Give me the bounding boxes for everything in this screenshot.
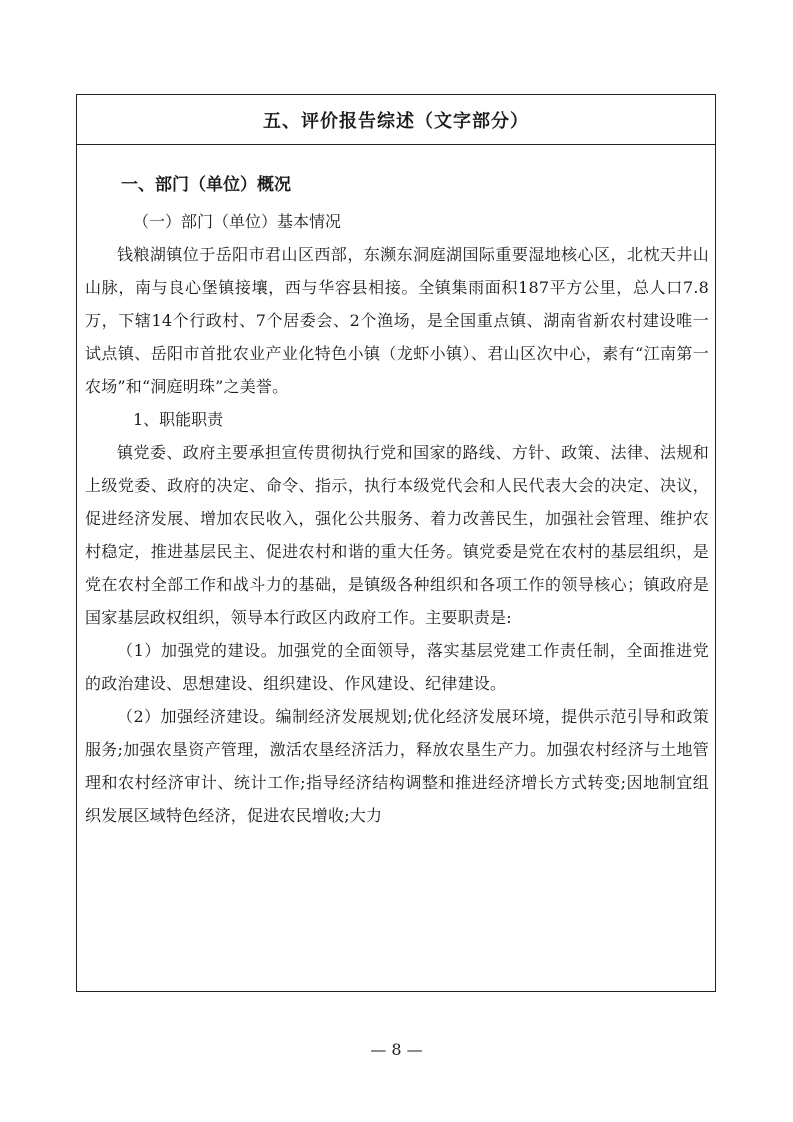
heading-department-overview: 一、部门（单位）概况: [121, 175, 291, 195]
paragraph-duties: 镇党委、政府主要承担宣传贯彻执行党和国家的路线、方针、政策、法律、法规和上级党委、政府的决定、命令、指示，执行本级党代会和人民代表大会的决定、决议，促进经济发展、增加农民收入，强化公共服务、着力改善民生，加强社会管理、维护农村稳定，推进基层民主、促进农村和谐的重大任务。镇党委是党在农村的基层组织，是党在农村全部工作和战斗力的基础，是镇级各种组织和各项工作的领导核心；镇政府是国家基层政权组织，领导本行政区内政府工作。主要职责是:: [85, 443, 709, 627]
paragraph-town-intro: 钱粮湖镇位于岳阳市君山区西部，东濒东洞庭湖国际重要湿地核心区，北枕天井山山脉，南与良心堡镇接壤，西与华容县相接。全镇集雨面积187平方公里，总人口7.8万，下辖14个行政村、7个居委会、2个渔场，是全国重点镇、湖南省新农村建设唯一试点镇、岳阳市首批农业产业化特色小镇（龙虾小镇）、君山区次中心，素有“江南第一农场”和“洞庭明珠”之美誉。: [85, 245, 709, 396]
page-number: — 8 —: [370, 1040, 423, 1059]
heading-basic-info: （一）部门（单位）基本情况: [133, 212, 342, 231]
report-body: [85, 167, 709, 832]
section-title: 五、评价报告综述（文字部分）: [263, 110, 529, 132]
paragraph-item-economic-building: （2）加强经济建设。编制经济发展规划;优化经济发展环境，提供示范引导和政策服务;加强农垦资产管理，激活农垦经济活力，释放农垦生产力。加强农村经济与土地管理和农村经济审计、统计工作;指导经济结构调整和推进经济增长方式转变;因地制宜组织发展区域特色经济，促进农民增收;大力: [85, 707, 709, 825]
section-title-row: [77, 95, 715, 145]
report-table-frame: [76, 94, 716, 992]
heading-duties: 1、职能职责: [133, 410, 224, 429]
paragraph-item-party-building: （1）加强党的建设。加强党的全面领导，落实基层党建工作责任制，全面推进党的政治建设、思想建设、组织建设、作风建设、纪律建设。: [85, 641, 709, 693]
